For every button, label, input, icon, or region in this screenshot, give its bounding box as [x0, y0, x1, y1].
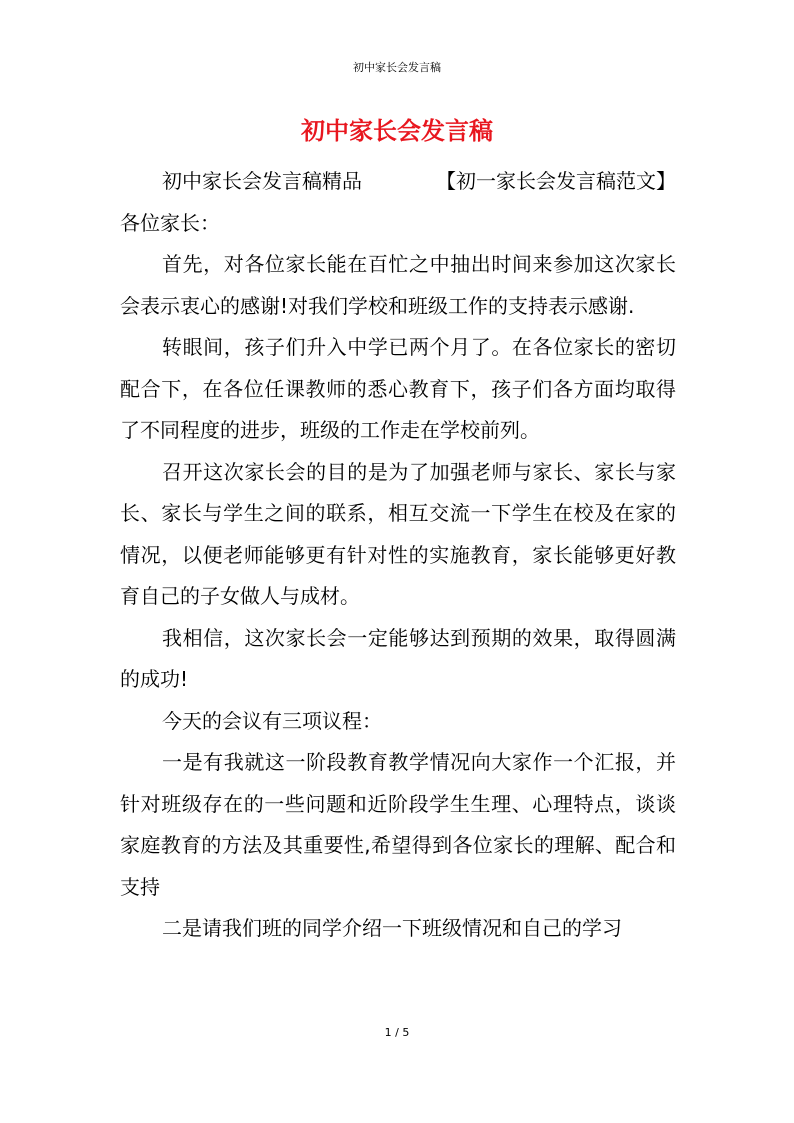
document-title: 初中家长会发言稿 [301, 117, 493, 145]
paragraph-agenda-intro: 今天的会议有三项议程： [162, 708, 382, 733]
page-number: 1 / 5 [384, 1026, 410, 1039]
paragraph-thanks: 首先，对各位家长能在百忙之中抽出时间来参加这次家长会表示衷心的感谢!对我们学校和班级工作的支持表示感谢. [120, 252, 676, 318]
paragraph-expectation: 我相信，这次家长会一定能够达到预期的效果，取得圆满的成功! [120, 625, 676, 691]
salutation: 各位家长： [120, 210, 220, 235]
paragraph-agenda-item-1: 一是有我就这一阶段教育教学情况向大家作一个汇报，并针对班级存在的一些问题和近阶段学生生理、心理特点，谈谈家庭教育的方法及其重要性,希望得到各位家长的理解、配合和支持 [120, 750, 676, 899]
lead-line-right: 【初一家长会发言稿范文】 [436, 169, 676, 193]
document-body [120, 161, 676, 950]
paragraph-purpose: 召开这次家长会的目的是为了加强老师与家长、家长与家长、家长与学生之间的联系，相互交流一下学生在校及在家的情况，以便老师能够更有针对性的实施教育，家长能够更好教育自己的子女做人与成材。 [120, 459, 676, 608]
running-header: 初中家长会发言稿 [353, 61, 441, 74]
lead-line-left: 初中家长会发言稿精品 [162, 169, 362, 193]
lead-line [120, 161, 676, 203]
paragraph-progress: 转眼间，孩子们升入中学已两个月了。在各位家长的密切配合下，在各位任课教师的悉心教育下，孩子们各方面均取得了不同程度的进步，班级的工作走在学校前列。 [120, 335, 676, 442]
paragraph-agenda-item-2: 二是请我们班的同学介绍一下班级情况和自己的学习 [162, 916, 622, 940]
